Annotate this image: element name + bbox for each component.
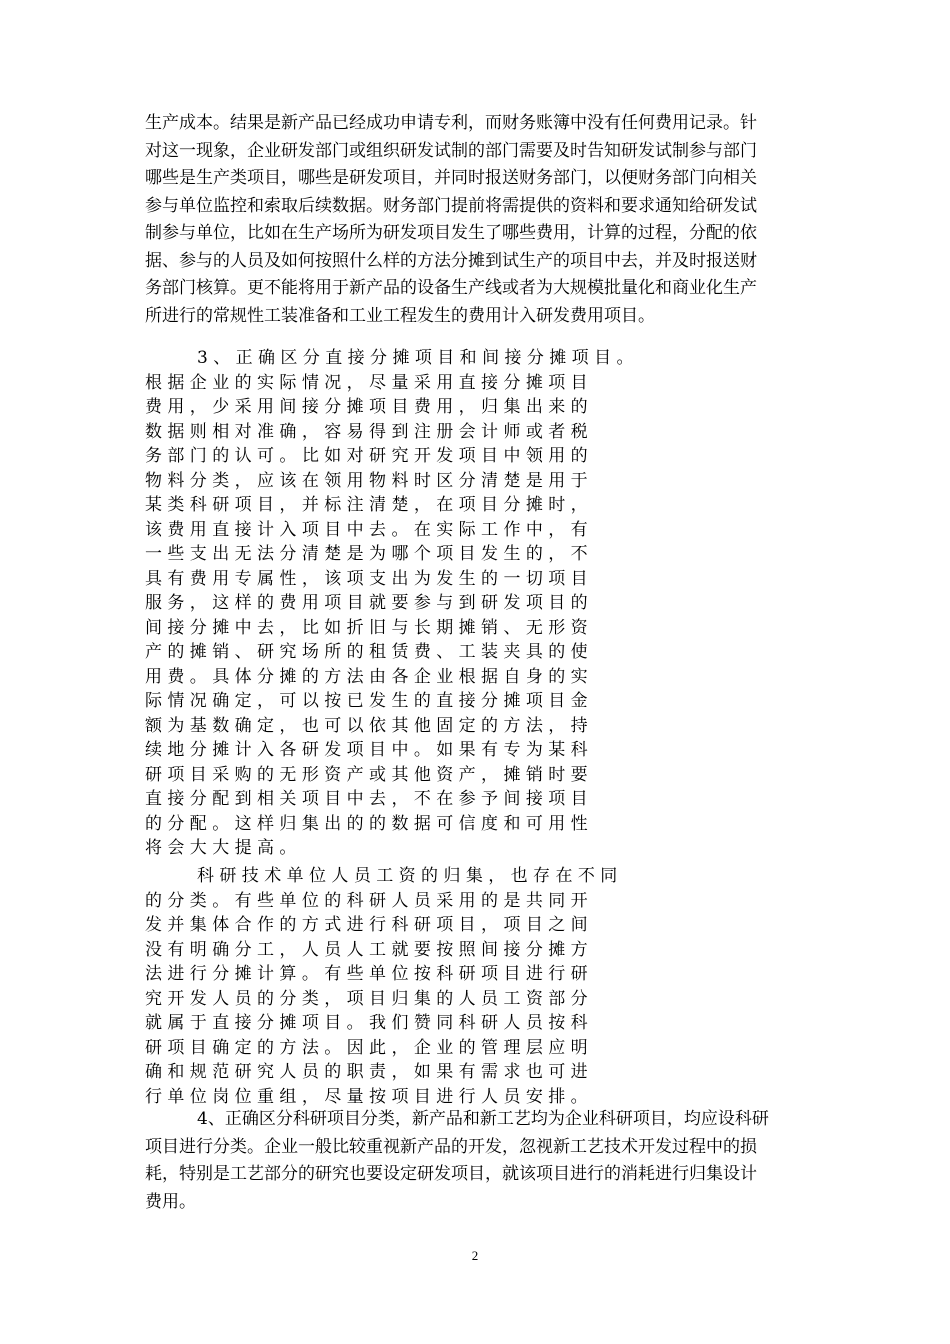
text-line: 究 开 发 人 员 的 分 类 ， 项 目 归 集 的 人 员 工 资 部 分 (145, 988, 588, 1009)
text-line: 服 务 ， 这 样 的 费 用 项 目 就 要 参 与 到 研 发 项 目 的 (145, 593, 588, 613)
text-line: 续 地 分 摊 计 入 各 研 发 项 目 中 。 如 果 有 专 为 某 科 (145, 740, 588, 760)
text-line: 直 接 分 配 到 相 关 项 目 中 去 ， 不 在 参 予 间 接 项 目 (145, 789, 588, 809)
text-line: 额 为 基 数 确 定 ， 也 可 以 依 其 他 固 定 的 方 法 ， 持 (145, 715, 588, 736)
text-line: 3 、 正 确 区 分 直 接 分 摊 项 目 和 间 接 分 摊 项 目 。 (197, 348, 634, 368)
paragraph-direct-indirect-allocation (145, 346, 835, 861)
text-line: 的 分 配 。 这 样 归 集 出 的 的 数 据 可 信 度 和 可 用 性 (145, 813, 588, 834)
text-line: 哪些是生产类项目，哪些是研发项目，并同时报送财务部门，以便财务部门向相关 (145, 168, 757, 188)
text-line: 费用。 (145, 1191, 196, 1212)
text-line: 就 属 于 直 接 分 摊 项 目 。 我 们 赞 同 科 研 人 员 按 科 (145, 1013, 588, 1033)
text-line: 一 些 支 出 无 法 分 清 楚 是 为 哪 个 项 目 发 生 的 ， 不 (145, 544, 588, 564)
text-line: 行 单 位 岗 位 重 组 ， 尽 量 按 项 目 进 行 人 员 安 排 。 (145, 1086, 588, 1107)
text-line: 研 项 目 确 定 的 方 法 。 因 此 ， 企 业 的 管 理 层 应 明 (145, 1037, 588, 1058)
text-line: 耗，特别是工艺部分的研究也要设定研发项目，就该项目进行的消耗进行归集设计 (145, 1164, 757, 1184)
paragraph-cost-records (145, 110, 835, 330)
text-line: 研 项 目 采 购 的 无 形 资 产 或 其 他 资 产 ， 摊 销 时 要 (145, 764, 588, 785)
paragraph-staff-salary (145, 864, 835, 1109)
text-line: 发 并 集 体 合 作 的 方 式 进 行 科 研 项 目 ， 项 目 之 间 (145, 915, 588, 935)
text-line: 所进行的常规性工装准备和工业工程发生的费用计入研发费用项目。 (145, 305, 655, 326)
text-line: 据、参与的人员及如何按照什么样的方法分摊到试生产的项目中去，并及时报送财 (145, 250, 757, 271)
text-line: 务部门核算。更不能将用于新产品的设备生产线或者为大规模批量化和商业化生产 (145, 278, 757, 298)
text-line: 务 部 门 的 认 可 。 比 如 对 研 究 开 发 项 目 中 领 用 的 (145, 446, 588, 466)
text-line: 没 有 明 确 分 工 ， 人 员 人 工 就 要 按 照 间 接 分 摊 方 (145, 939, 588, 960)
text-line: 对这一现象，企业研发部门或组织研发试制的部门需要及时告知研发试制参与部门 (145, 140, 757, 161)
text-line: 项目进行分类。企业一般比较重视新产品的开发，忽视新工艺技术开发过程中的损 (145, 1136, 757, 1157)
text-line: 具 有 费 用 专 属 性 ， 该 项 支 出 为 发 生 的 一 切 项 目 (145, 568, 588, 589)
text-line: 际 情 况 确 定 ， 可 以 按 已 发 生 的 直 接 分 摊 项 目 金 (145, 691, 588, 711)
text-line: 法 进 行 分 摊 计 算 。 有 些 单 位 按 科 研 项 目 进 行 研 (145, 964, 588, 984)
text-line: 的 分 类 。 有 些 单 位 的 科 研 人 员 采 用 的 是 共 同 开 (145, 890, 588, 911)
text-line: 用 费 。 具 体 分 摊 的 方 法 由 各 企 业 根 据 自 身 的 实 (145, 666, 588, 687)
text-line: 某 类 科 研 项 目 ， 并 标 注 清 楚 ， 在 项 目 分 摊 时 ， (145, 495, 588, 515)
text-line: 根 据 企 业 的 实 际 情 况 ， 尽 量 采 用 直 接 分 摊 项 目 (145, 372, 588, 393)
text-line: 参与单位监控和索取后续数据。财务部门提前将需提供的资料和要求通知给研发试 (145, 195, 757, 216)
text-line: 确 和 规 范 研 究 人 员 的 职 责 ， 如 果 有 需 求 也 可 进 (145, 1062, 588, 1082)
text-line: 间 接 分 摊 中 去 ， 比 如 折 旧 与 长 期 摊 销 、 无 形 资 (145, 617, 588, 638)
text-line: 科 研 技 术 单 位 人 员 工 资 的 归 集 ， 也 存 在 不 同 (197, 866, 618, 886)
text-line: 4、正确区分科研项目分类，新产品和新工艺均为企业科研项目，均应设科研 (197, 1109, 769, 1129)
text-line: 制参与单位，比如在生产场所为研发项目发生了哪些费用，计算的过程，分配的依 (145, 223, 757, 243)
paragraph-project-classification (145, 1106, 835, 1216)
text-line: 物 料 分 类 ， 应 该 在 领 用 物 料 时 区 分 清 楚 是 用 于 (145, 470, 588, 491)
text-line: 数 据 则 相 对 准 确 ， 容 易 得 到 注 册 会 计 师 或 者 税 (145, 421, 588, 442)
text-line: 生产成本。结果是新产品已经成功申请专利，而财务账簿中没有任何费用记录。针 (145, 113, 757, 133)
text-line: 产 的 摊 销 、 研 究 场 所 的 租 赁 费 、 工 装 夹 具 的 使 (145, 642, 588, 662)
text-line: 该 费 用 直 接 计 入 项 目 中 去 。 在 实 际 工 作 中 ， 有 (145, 519, 588, 540)
text-line: 费 用 ， 少 采 用 间 接 分 摊 项 目 费 用 ， 归 集 出 来 的 (145, 397, 588, 417)
page-number: 2 (471, 1248, 479, 1263)
text-line: 将 会 大 大 提 高 。 (145, 838, 297, 858)
